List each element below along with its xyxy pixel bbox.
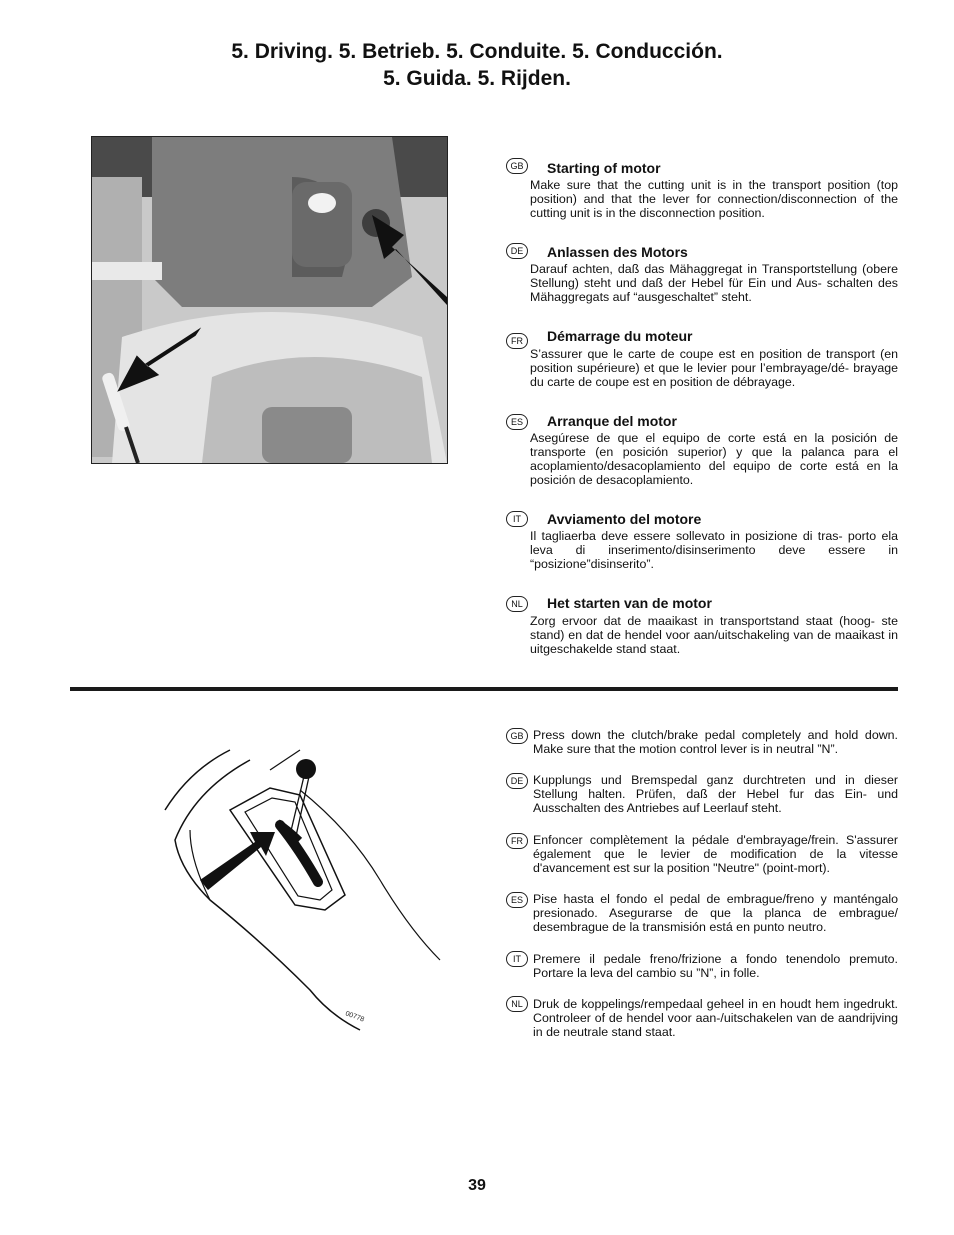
- lang-badge-es-2: ES: [506, 892, 528, 908]
- section-heading-fr: Démarrage du moteur: [547, 328, 693, 344]
- section-heading-it: Avviamento del motore: [547, 511, 702, 527]
- lang-badge-gb: GB: [506, 158, 528, 174]
- section-text-fr: S’assurer que le carte de coupe est en position de transport (en position supérieure) et que le levier pour l’embrayage/dé- brayage du carte de coupe est en position de débrayage.: [530, 347, 898, 389]
- lang-badge-es: ES: [506, 414, 528, 430]
- pedal-text-gb: Press down the clutch/brake pedal completely and hold down. Make sure that the motion control lever is in neutral ”N”.: [533, 728, 898, 756]
- section-heading-nl: Het starten van de motor: [547, 595, 712, 611]
- drawing-code-label: 00778: [344, 1010, 366, 1024]
- section-text-it: Il tagliaerba deve essere sollevato in posizione di tras- porto ela leva di inserimento/disinserimento deve essere in “posizione”disinserito”.: [530, 529, 898, 571]
- pedal-text-es: Pise hasta el fondo el pedal de embrague/freno y manténgalo presionado. Asegurarse de que la planca de embrague/ desembrague de la transmisión está en punto neutro.: [533, 892, 898, 934]
- section-text-de: Darauf achten, daß das Mähaggregat in Transportstellung (obere Stellung) steht und daß der Hebel für Ein und Aus- schalten des Mähaggregats auf “ausgeschaltet” steht.: [530, 262, 898, 304]
- pedal-text-fr: Enfoncer complètement la pédale d'embrayage/frein. S'assurer également que le levier de modification de la vitesse d'avancement est sur la position "Neutre" (point-mort).: [533, 833, 898, 875]
- lang-badge-fr-2: FR: [506, 833, 528, 849]
- control-lever-drawing: [150, 740, 480, 1040]
- lang-badge-gb-2: GB: [506, 728, 528, 744]
- seat-controls-photo: [91, 136, 448, 464]
- section-text-gb: Make sure that the cutting unit is in the transport position (top position) and that the lever for connection/disconnection of the cutting unit is in the disconnection position.: [530, 178, 898, 220]
- lang-badge-fr: FR: [506, 333, 528, 349]
- lang-badge-nl: NL: [506, 596, 528, 612]
- lang-badge-it-2: IT: [506, 951, 528, 967]
- section-heading-de: Anlassen des Motors: [547, 244, 688, 260]
- lang-badge-de-2: DE: [506, 773, 528, 789]
- pedal-text-de: Kupplungs und Bremspedal ganz durchtreten und in dieser Stellung halten. Prüfen, daß der Hebel fur das Ein- und Ausschalten des Antriebes auf Leerlauf steht.: [533, 773, 898, 815]
- pedal-text-it: Premere il pedale freno/frizione a fondo tenendolo premuto. Portare la leva del cambio su ”N”, in folle.: [533, 952, 898, 980]
- page-title-line-1: 5. Driving. 5. Betrieb. 5. Conduite. 5. Conducción.: [231, 40, 723, 63]
- section-heading-es: Arranque del motor: [547, 413, 677, 429]
- lang-badge-de: DE: [506, 243, 528, 259]
- pedal-text-nl: Druk de koppelings/rempedaal geheel in en houdt hem ingedrukt. Controleer of de hendel voor aan-/uitschakelen van de aandrijving in de neutrale stand staat.: [533, 997, 898, 1039]
- section-text-nl: Zorg ervoor dat de maaikast in transportstand staat (hoog- ste stand) en dat de hendel voor aan/uitschakeling van de maaikast in uitgeschakelde stand staat.: [530, 614, 898, 656]
- section-heading-gb: Starting of motor: [547, 160, 661, 176]
- page-number: 39: [468, 1177, 486, 1194]
- page-title-line-2: 5. Guida. 5. Rijden.: [383, 67, 571, 90]
- lang-badge-it: IT: [506, 511, 528, 527]
- section-divider: [70, 687, 898, 691]
- lang-badge-nl-2: NL: [506, 996, 528, 1012]
- section-text-es: Asegúrese de que el equipo de corte está en la posición de transporte (en posición superior) y que la palanca para el acoplamiento/desacoplamiento del equipo de corte está en la posición de desacoplamiento.: [530, 431, 898, 487]
